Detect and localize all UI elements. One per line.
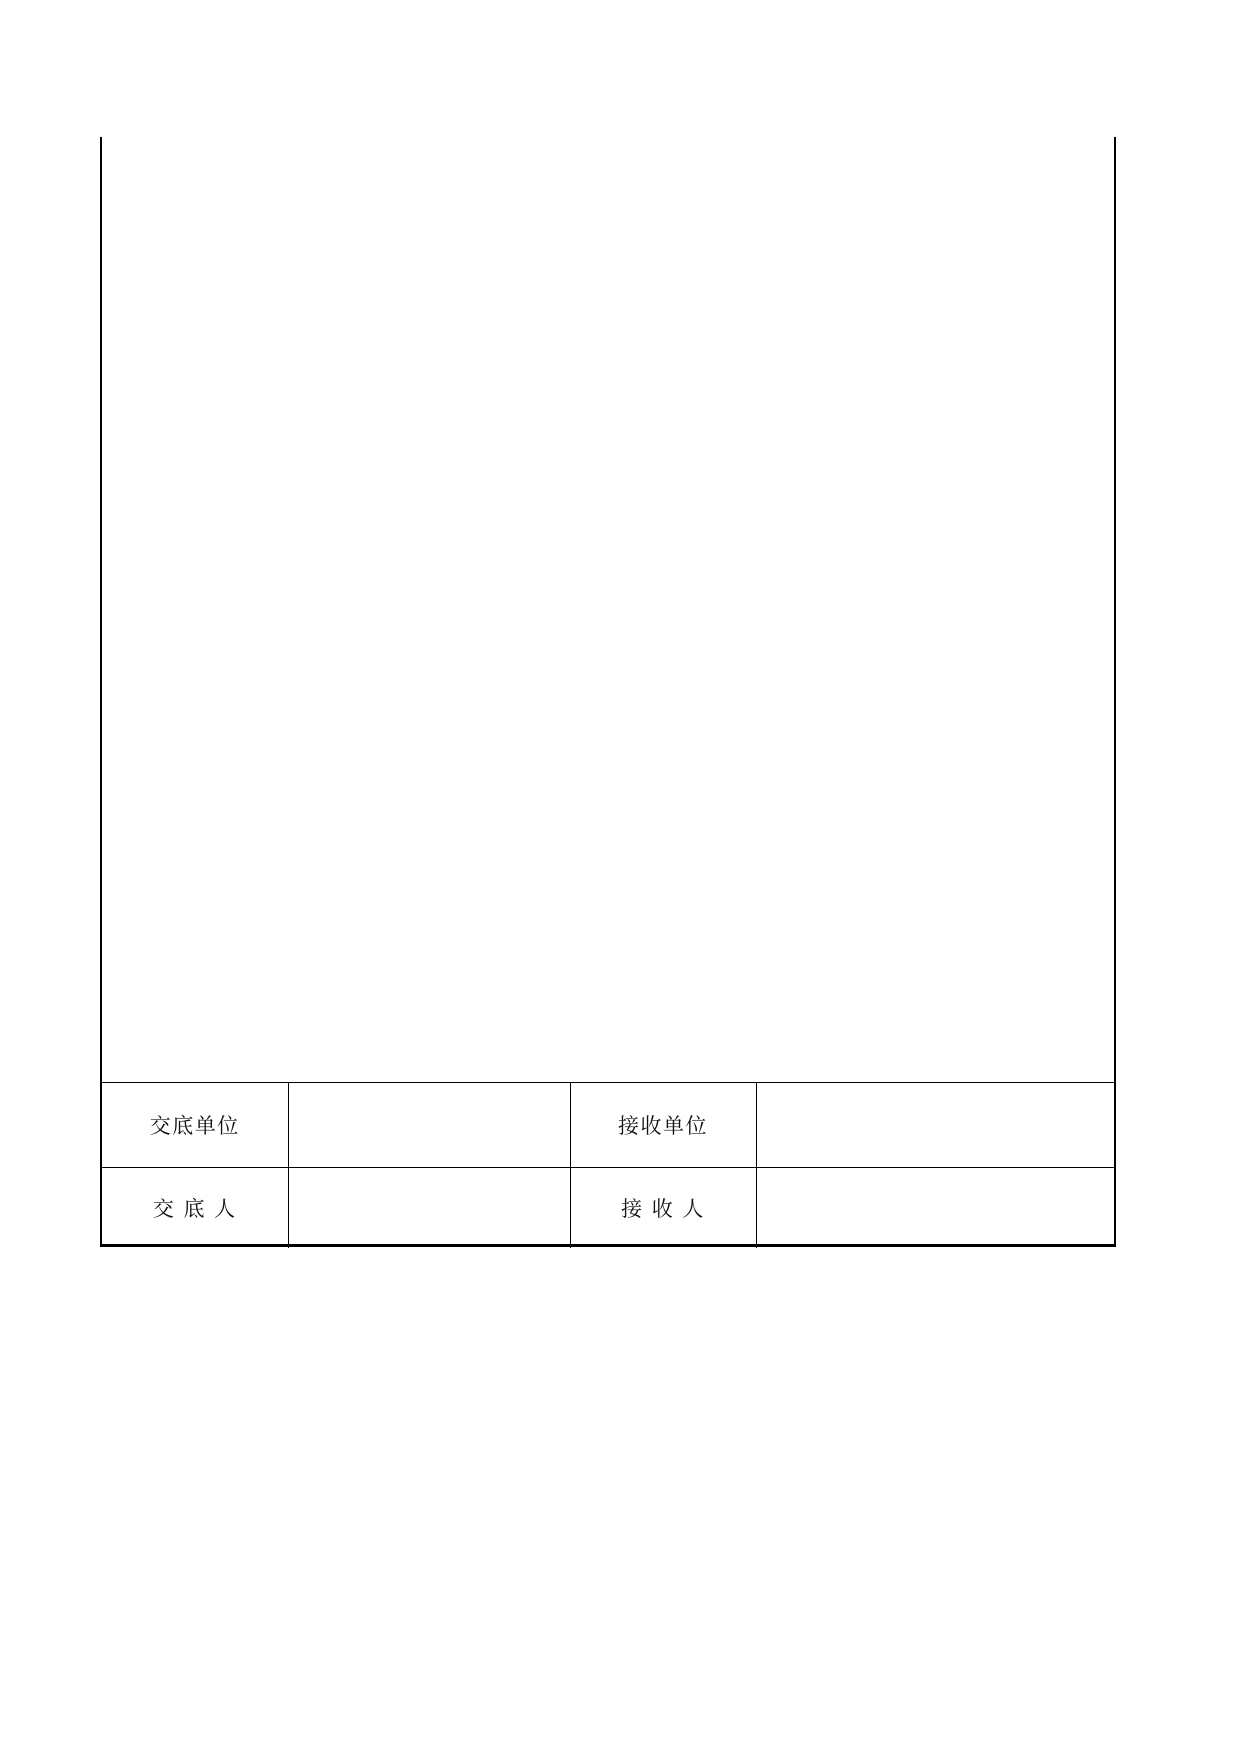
signature-table bbox=[102, 1082, 1114, 1248]
receiving-unit-label: 接收单位 bbox=[570, 1083, 756, 1168]
receiving-person-label: 接 收 人 bbox=[570, 1168, 756, 1249]
signature-row-persons bbox=[102, 1168, 1114, 1249]
receiving-person-field[interactable] bbox=[756, 1168, 1114, 1249]
handover-person-field[interactable] bbox=[288, 1168, 570, 1249]
signature-row-units bbox=[102, 1083, 1114, 1168]
document-frame bbox=[100, 137, 1116, 1247]
handover-unit-field[interactable] bbox=[288, 1083, 570, 1168]
handover-person-label: 交 底 人 bbox=[102, 1168, 288, 1249]
receiving-unit-field[interactable] bbox=[756, 1083, 1114, 1168]
handover-unit-label: 交底单位 bbox=[102, 1083, 288, 1168]
